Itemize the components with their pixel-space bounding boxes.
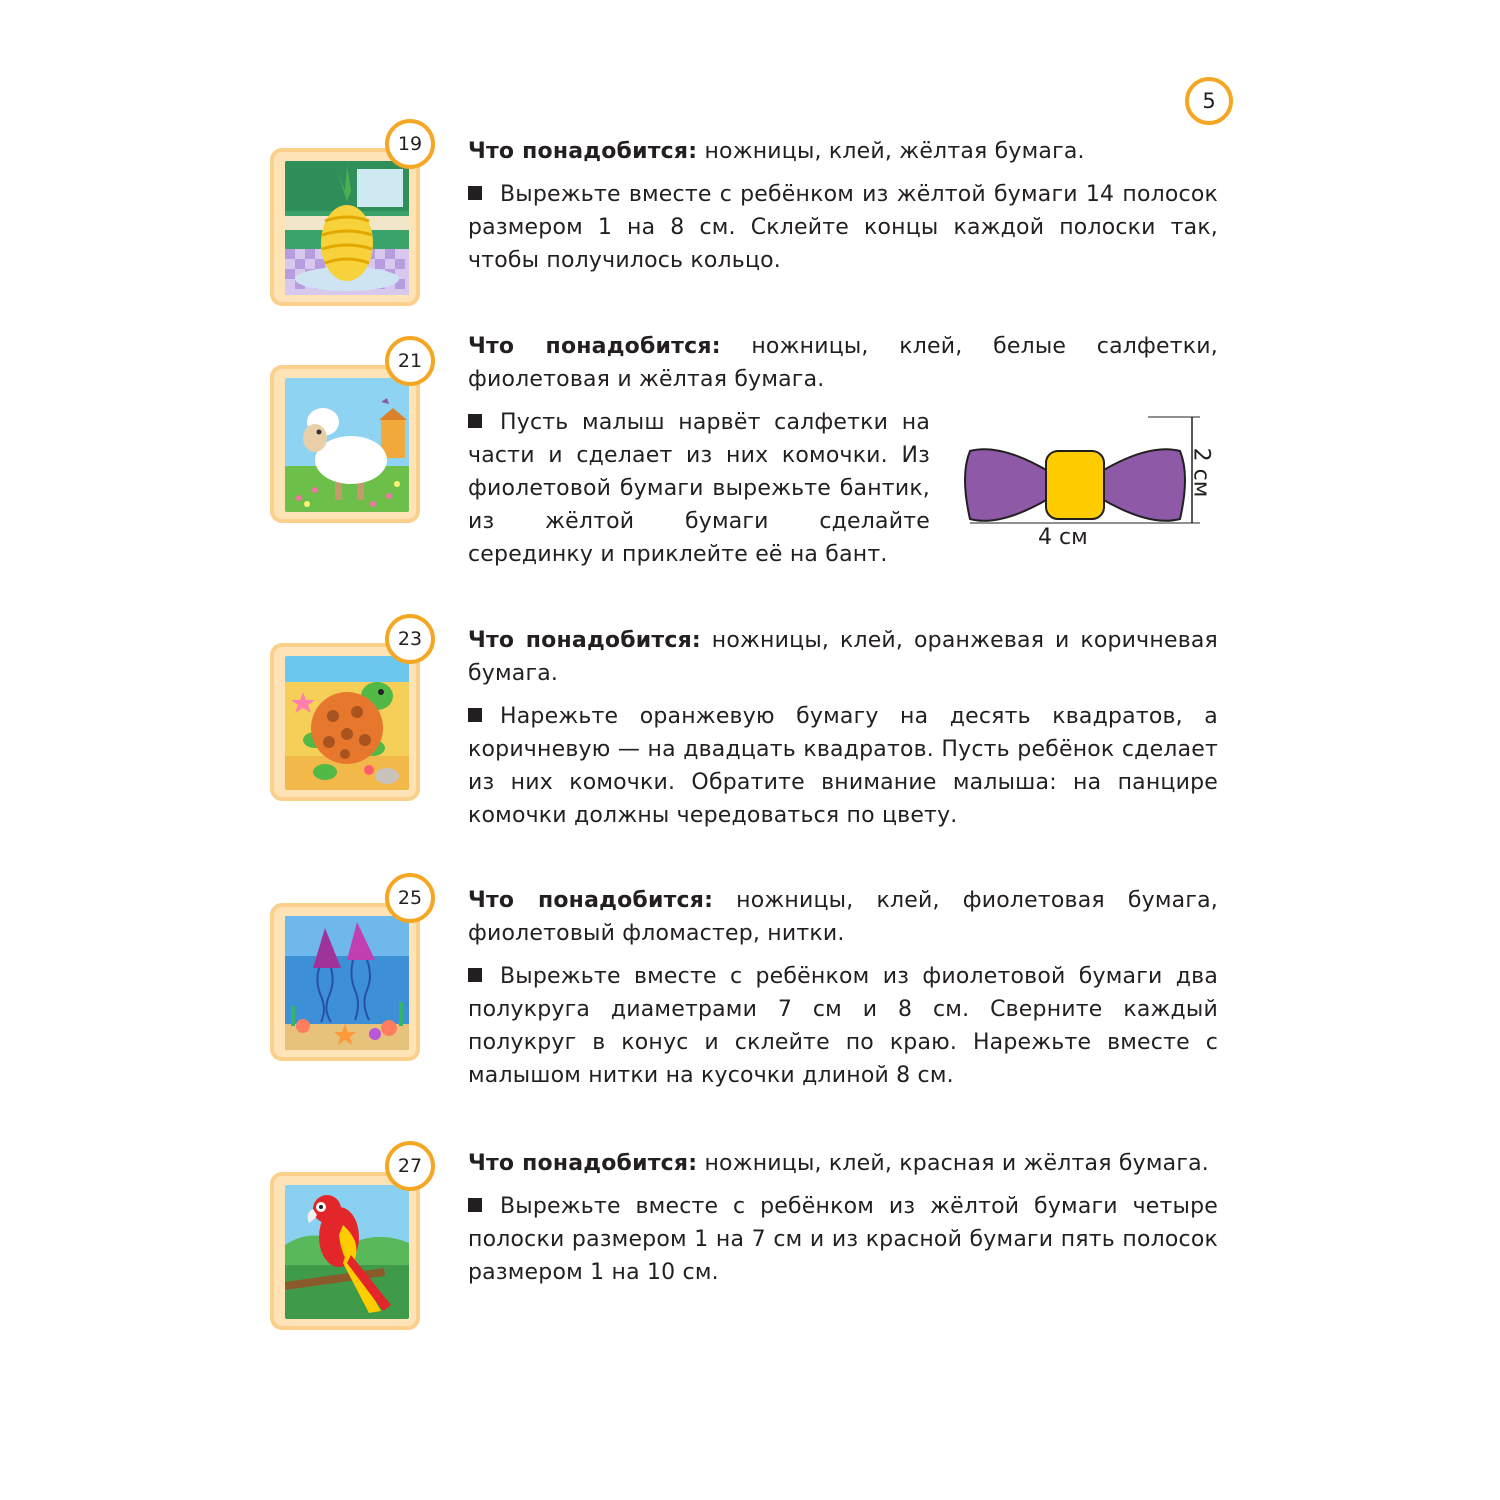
materials-line xyxy=(468,1147,1218,1180)
step-text: Вырежьте вместе с ребёнком из жёлтой бумаги 14 полосок размером 1 на 8 см. Склейте концы каждой полоски так, чтобы получилось кольцо. xyxy=(468,182,1218,273)
materials-label: Что понадобится: xyxy=(468,888,714,913)
jellyfish-image xyxy=(285,916,409,1050)
craft-instructions xyxy=(468,1147,1218,1289)
parrot-thumbnail xyxy=(270,1172,420,1330)
square-bullet-icon xyxy=(468,186,482,200)
materials-line xyxy=(468,884,1218,950)
bow-height-label: 2 см xyxy=(1188,447,1214,498)
page-number: 5 xyxy=(1185,77,1233,125)
craft-number-badge: 19 xyxy=(385,119,435,169)
step-paragraph xyxy=(468,178,1218,277)
step-text: Пусть малыш нарвёт салфетки на части и сделает из них комочки. Из фиолетовой бумаги вырежьте бантик, из жёлтой бумаги сделайте серединку и приклейте её на бант. xyxy=(468,410,930,567)
square-bullet-icon xyxy=(468,708,482,722)
materials-list: ножницы, клей, фиолетовая бумага, фиолетовый фломастер, нитки. xyxy=(468,888,1218,946)
step-text: Вырежьте вместе с ребёнком из жёлтой бумаги четыре полоски размером 1 на 7 см и из красной бумаги пять полосок размером 1 на 10 см. xyxy=(468,1194,1218,1285)
step-text: Вырежьте вместе с ребёнком из фиолетовой бумаги два полукруга диаметрами 7 см и 8 см. Сверните каждый полукруг в конус и склейте по краю. Нарежьте вместе с малышом нитки на кусочки длиной 8 см. xyxy=(468,964,1218,1088)
step-paragraph xyxy=(468,700,1218,832)
step-text: Нарежьте оранжевую бумагу на десять квадратов, а коричневую — на двадцать квадратов. Пусть ребёнок сделает из них комочки. Обратите внимание малыша: на панцире комочки должны чередоваться по цвету. xyxy=(468,704,1218,828)
parrot-image xyxy=(285,1185,409,1319)
materials-list: ножницы, клей, красная и жёлтая бумага. xyxy=(704,1151,1209,1176)
craft-instructions-step xyxy=(468,406,930,571)
craft-number-badge: 27 xyxy=(385,1141,435,1191)
materials-line xyxy=(468,330,1218,396)
sheep-image xyxy=(285,378,409,512)
step-paragraph xyxy=(468,1190,1218,1289)
square-bullet-icon xyxy=(468,414,482,428)
square-bullet-icon xyxy=(468,968,482,982)
square-bullet-icon xyxy=(468,1198,482,1212)
bow-width-label: 4 см xyxy=(1038,525,1088,550)
pineapple-thumbnail xyxy=(270,148,420,306)
materials-label: Что понадобится: xyxy=(468,139,698,164)
materials-label: Что понадобится: xyxy=(468,1151,698,1176)
turtle-image xyxy=(285,656,409,790)
materials-line xyxy=(468,135,1218,168)
craft-number-badge: 21 xyxy=(385,336,435,386)
step-paragraph xyxy=(468,406,930,571)
pineapple-image xyxy=(285,161,409,295)
craft-instructions xyxy=(468,884,1218,1092)
craft-number-badge: 25 xyxy=(385,873,435,923)
materials-list: ножницы, клей, жёлтая бумага. xyxy=(704,139,1085,164)
materials-list: ножницы, клей, белые салфетки, фиолетовая и жёлтая бумага. xyxy=(468,334,1218,392)
turtle-thumbnail xyxy=(270,643,420,801)
step-paragraph xyxy=(468,960,1218,1092)
materials-line xyxy=(468,624,1218,690)
craft-instructions xyxy=(468,624,1218,832)
materials-label: Что понадобится: xyxy=(468,334,721,359)
bow-diagram xyxy=(960,415,1230,555)
sheep-thumbnail xyxy=(270,365,420,523)
materials-list: ножницы, клей, оранжевая и коричневая бумага. xyxy=(468,628,1218,686)
craft-instructions xyxy=(468,135,1218,277)
craft-number-badge: 23 xyxy=(385,614,435,664)
materials-label: Что понадобится: xyxy=(468,628,701,653)
jellyfish-thumbnail xyxy=(270,903,420,1061)
craft-instructions xyxy=(468,330,1218,396)
